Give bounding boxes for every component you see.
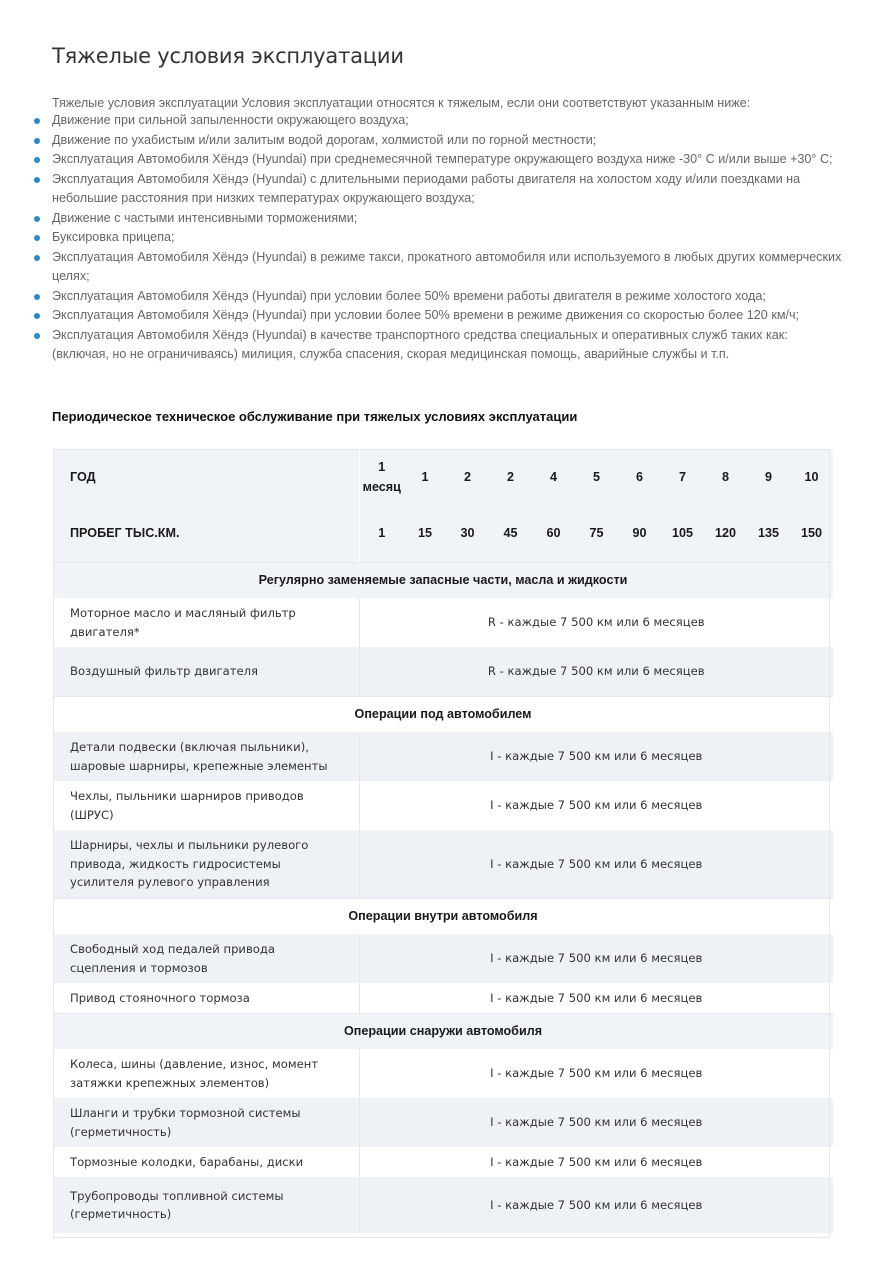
bullet-icon: [34, 333, 40, 339]
year-label: ГОД: [53, 449, 359, 505]
mileage-row: [53, 505, 833, 562]
group-header: [53, 562, 833, 598]
year-cell: 2: [446, 449, 489, 505]
group-header: [53, 898, 833, 934]
item-interval: I - каждые 7 500 км или 6 месяцев: [359, 1177, 833, 1233]
table-row: [53, 1177, 833, 1233]
item-interval: I - каждые 7 500 км или 6 месяцев: [359, 781, 833, 830]
item-name: Шарниры, чехлы и пыльники рулевого привода, жидкость гидросистемы усилителя рулевого управления: [53, 830, 359, 898]
bullet-icon: [34, 313, 40, 319]
list-item-text: Эксплуатация Автомобиля Хёндэ (Hyundai) в качестве транспортного средства специальных и оперативных служб таких как: (включая, но не ограничиваясь) милиция, служба спасения, скорая медицинская помощь, аварийные службы и т.п.: [52, 327, 788, 361]
item-name: Воздушный фильтр двигателя: [53, 647, 359, 696]
table-row: [53, 934, 833, 983]
table-row: [53, 1147, 833, 1177]
item-name: Свободный ход педалей привода сцепления и тормозов: [53, 934, 359, 983]
group-header: [53, 1013, 833, 1049]
item-interval: I - каждые 7 500 км или 6 месяцев: [359, 830, 833, 898]
mileage-cell: 135: [747, 505, 790, 562]
maintenance-table: [53, 449, 833, 1233]
bullet-icon: [34, 157, 40, 163]
mileage-label: ПРОБЕГ ТЫС.КМ.: [53, 505, 359, 562]
group-header: [53, 696, 833, 732]
item-interval: I - каждые 7 500 км или 6 месяцев: [359, 1049, 833, 1098]
list-item: [52, 287, 842, 307]
list-item-text: Движение при сильной запыленности окружающего воздуха;: [52, 113, 409, 127]
conditions-list: [52, 111, 842, 365]
table-row: [53, 781, 833, 830]
list-item: [52, 326, 842, 365]
item-name: Колеса, шины (давление, износ, момент затяжки крепежных элементов): [53, 1049, 359, 1098]
group-title: Операции снаружи автомобиля: [53, 1013, 833, 1049]
item-interval: R - каждые 7 500 км или 6 месяцев: [359, 647, 833, 696]
list-item-text: Эксплуатация Автомобиля Хёндэ (Hyundai) в режиме такси, прокатного автомобиля или используемого в любых других коммерческих целях;: [52, 249, 842, 283]
year-row: [53, 449, 833, 505]
item-interval: I - каждые 7 500 км или 6 месяцев: [359, 1147, 833, 1177]
table-row: [53, 983, 833, 1013]
list-item-text: Эксплуатация Автомобиля Хёндэ (Hyundai) при среднемесячной температуре окружающего воздуха ниже -30° С и/или выше +30° С;: [52, 152, 833, 166]
mileage-cell: 105: [661, 505, 704, 562]
mileage-cell: 90: [618, 505, 661, 562]
year-cell: 2: [489, 449, 532, 505]
year-cell: 5: [575, 449, 618, 505]
bullet-icon: [34, 118, 40, 124]
mileage-cell: 75: [575, 505, 618, 562]
item-interval: I - каждые 7 500 км или 6 месяцев: [359, 983, 833, 1013]
table-row: [53, 1049, 833, 1098]
item-name: Привод стояночного тормоза: [53, 983, 359, 1013]
bullet-icon: [34, 177, 40, 183]
group-title: Регулярно заменяемые запасные части, масла и жидкости: [53, 562, 833, 598]
item-name: Чехлы, пыльники шарниров приводов (ШРУС): [53, 781, 359, 830]
mileage-cell: 120: [704, 505, 747, 562]
list-item: [52, 111, 842, 131]
intro-text: Тяжелые условия эксплуатации Условия эксплуатации относятся к тяжелым, если они соответствуют указанным ниже:: [52, 96, 751, 110]
list-item-text: Эксплуатация Автомобиля Хёндэ (Hyundai) при условии более 50% времени работы двигателя в режиме холостого хода;: [52, 288, 766, 303]
mileage-cell: 1: [359, 505, 404, 562]
bullet-icon: [34, 255, 40, 261]
item-interval: I - каждые 7 500 км или 6 месяцев: [359, 1098, 833, 1147]
table-row: [53, 598, 833, 647]
mileage-cell: 15: [404, 505, 446, 562]
list-item: [52, 131, 842, 151]
bullet-icon: [34, 216, 40, 222]
year-cell: 7: [661, 449, 704, 505]
item-interval: I - каждые 7 500 км или 6 месяцев: [359, 732, 833, 781]
mileage-cell: 150: [790, 505, 833, 562]
year-cell: 8: [704, 449, 747, 505]
item-interval: I - каждые 7 500 км или 6 месяцев: [359, 934, 833, 983]
year-cell: 10: [790, 449, 833, 505]
item-name: Трубопроводы топливной системы (герметичность): [53, 1177, 359, 1233]
group-title: Операции внутри автомобиля: [53, 898, 833, 934]
list-item-text: Движение по ухабистым и/или залитым водой дорогам, холмистой или по горной местности;: [52, 132, 597, 147]
list-item-text: Эксплуатация Автомобиля Хёндэ (Hyundai) при условии более 50% времени в режиме движения со скоростью более 120 км/ч;: [52, 308, 800, 322]
item-name: Шланги и трубки тормозной системы (герметичность): [53, 1098, 359, 1147]
group-title: Операции под автомобилем: [53, 696, 833, 732]
mileage-cell: 45: [489, 505, 532, 562]
item-interval: R - каждые 7 500 км или 6 месяцев: [359, 598, 833, 647]
list-item-text: Эксплуатация Автомобиля Хёндэ (Hyundai) с длительными периодами работы двигателя на холостом ходу и/или поездками на небольшие расстояния при низких температурах окружающего воздуха;: [52, 171, 801, 205]
mileage-cell: 30: [446, 505, 489, 562]
item-name: Тормозные колодки, барабаны, диски: [53, 1147, 359, 1177]
list-item: [52, 209, 842, 229]
list-item: [52, 306, 842, 326]
mileage-cell: 60: [532, 505, 575, 562]
list-item: [52, 248, 842, 287]
item-name: Моторное масло и масляный фильтр двигателя*: [53, 598, 359, 647]
bullet-icon: [34, 138, 40, 144]
section-heading: Периодическое техническое обслуживание при тяжелых условиях эксплуатации: [52, 409, 578, 424]
table-row: [53, 732, 833, 781]
bullet-icon: [34, 235, 40, 241]
bullet-icon: [34, 294, 40, 300]
item-name: Детали подвески (включая пыльники), шаровые шарниры, крепежные элементы: [53, 732, 359, 781]
list-item-text: Движение с частыми интенсивными торможениями;: [52, 210, 358, 225]
list-item: [52, 228, 842, 248]
table-row: [53, 1098, 833, 1147]
page-title: Тяжелые условия эксплуатации: [52, 44, 404, 68]
table-row: [53, 830, 833, 898]
list-item-text: Буксировка прицепа;: [52, 230, 175, 244]
table-row: [53, 647, 833, 696]
list-item: [52, 150, 842, 170]
year-cell: 1: [404, 449, 446, 505]
year-cell: 9: [747, 449, 790, 505]
year-cell: 1 месяц: [359, 449, 404, 505]
year-cell: 4: [532, 449, 575, 505]
year-cell: 6: [618, 449, 661, 505]
list-item: [52, 170, 842, 209]
